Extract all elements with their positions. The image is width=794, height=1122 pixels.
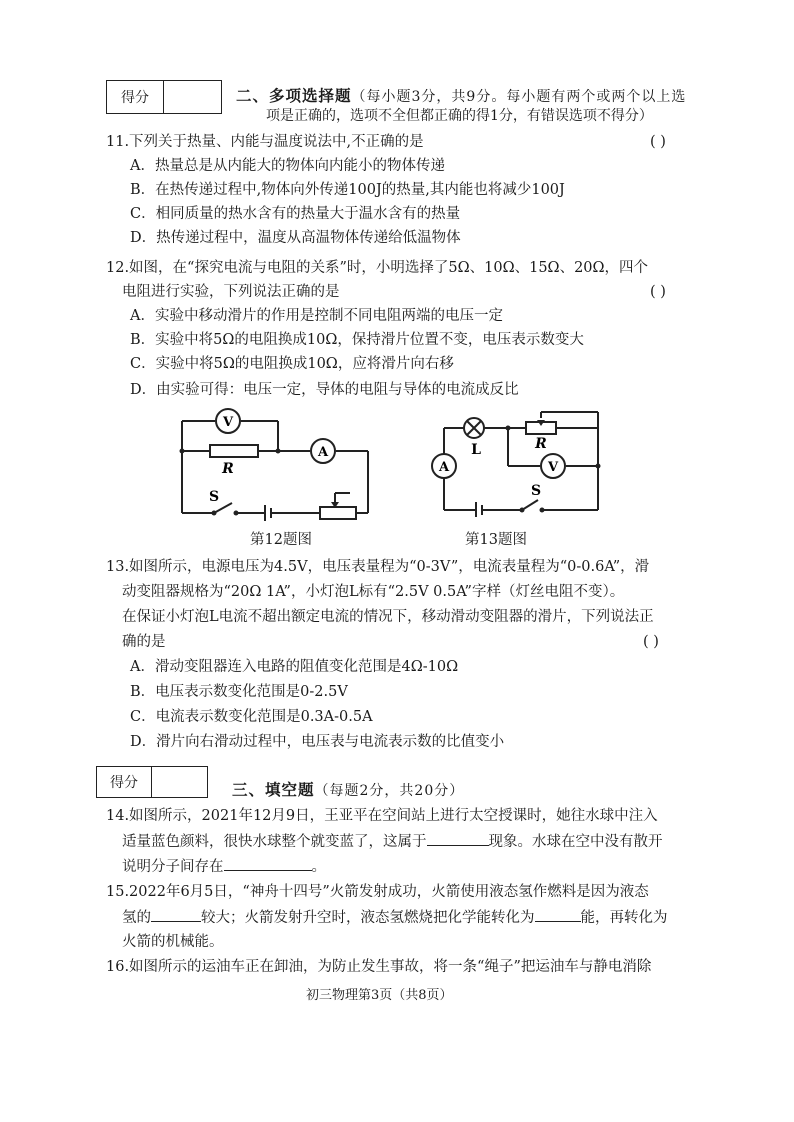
q13-stem-line1: 13.如图所示，电源电压为4.5V，电压表量程为“0-3V”，电流表量程为“0-0.6A”，滑 [106,559,650,575]
q15-line3: 火箭的机械能。 [122,934,224,950]
fig12-r-label: R [222,461,234,477]
q15-line1: 15.2022年6月5日，“神舟十四号”火箭发射成功，火箭使用液态氢作燃料是因为液态 [106,884,649,900]
score-label: 得分 [97,767,152,797]
q15-blank-2[interactable] [535,907,581,922]
fig13-a-label: A [438,460,450,475]
fig13-l-label: L [471,442,481,458]
fig12-v-label: V [222,415,234,430]
q13-option-c: C．电流表示数变化范围是0.3A-0.5A [130,709,373,725]
figure-13-caption: 第13题图 [465,532,527,548]
q13-stem-line3: 在保证小灯泡L电流不超出额定电流的情况下，移动滑动变阻器的滑片，下列说法正 [122,609,654,625]
q12-option-b: B．实验中将5Ω的电阻换成10Ω，保持滑片位置不变，电压表示数变大 [130,332,584,348]
q14-blank-1[interactable] [427,831,489,846]
q11-answer-paren[interactable]: ( ) [650,134,666,150]
q12-option-c: C．实验中将5Ω的电阻换成10Ω，应将滑片向右移 [130,356,454,372]
section3-title: 三、填空题（每题2分，共20分） [232,780,465,799]
q14-blank-2[interactable] [224,856,312,871]
q14-line2: 适量蓝色颜料，很快水球整个就变蓝了，这属于 现象。水球在空中没有散开 [122,831,663,852]
q14-line1: 14.如图所示，2021年12月9日，王亚平在空间站上进行太空授课时，她往水球中注入 [106,808,658,824]
section2-note: （每小题3分，共9分。每小题有两个或两个以上选 [351,89,687,105]
section3-note: （每题2分，共20分） [314,783,465,799]
score-box [96,766,208,798]
fig12-a-label: A [317,445,329,460]
fig13-s-label: S [530,483,542,499]
q13-option-a: A．滑动变阻器连入电路的阻值变化范围是4Ω-10Ω [130,659,459,675]
q13-option-d: D．滑片向右滑动过程中，电压表与电流表示数的比值变小 [130,734,505,750]
section2-title: 二、多项选择题（每小题3分，共9分。每小题有两个或两个以上选 [236,86,687,105]
q11-option-a: A．热量总是从内能大的物体向内能小的物体传递 [130,158,445,174]
q14-line3: 说明分子间存在 。 [122,856,326,877]
q11-stem: 11.下列关于热量、内能与温度说法中,不正确的是 [106,134,424,150]
q12-answer-paren[interactable]: ( ) [650,284,666,300]
score-blank[interactable] [164,81,221,113]
q12-option-a: A．实验中移动滑片的作用是控制不同电阻两端的电压一定 [130,308,503,324]
fig13-v-label: V [547,460,559,475]
fig12-s-label: S [208,489,220,505]
fig13-r-label: R [535,436,547,452]
figure-13-circuit [430,402,610,517]
q13-option-b: B．电压表示数变化范围是0-2.5V [130,684,348,700]
q15-line2: 氢的 较大；火箭发射升空时，液态氢燃烧把化学能转化为 能，再转化为 [122,907,668,928]
page-footer: 初三物理第3页（共8页） [306,988,453,1003]
figure-12-circuit [170,405,380,525]
figure-12-caption: 第12题图 [250,532,312,548]
q12-option-d: D．由实验可得：电压一定，导体的电阻与导体的电流成反比 [130,382,519,398]
q11-option-d: D．热传递过程中，温度从高温物体传递给低温物体 [130,230,461,246]
q15-blank-1[interactable] [151,907,201,922]
q11-option-c: C．相同质量的热水含有的热量大于温水含有的热量 [130,206,461,222]
score-blank[interactable] [152,767,207,797]
q13-stem-line4: 确的是 [122,634,166,650]
q16-line1: 16.如图所示的运油车正在卸油，为防止发生事故，将一条“绳子”把运油车与静电消除 [106,959,652,975]
section2-note-line2: 项是正确的，选项不全但都正确的得1分，有错误选项不得分） [266,108,653,124]
score-label: 得分 [107,81,164,113]
score-box [106,80,222,114]
q11-option-b: B．在热传递过程中,物体向外传递100J的热量,其内能也将减少100J [130,182,565,198]
q13-stem-line2: 动变阻器规格为“20Ω 1A”，小灯泡L标有“2.5V 0.5A”字样（灯丝电阻不变）。 [122,584,625,600]
q13-answer-paren[interactable]: ( ) [643,634,659,650]
q12-stem-line2: 电阻进行实验，下列说法正确的是 [122,284,340,300]
q12-stem-line1: 12.如图，在“探究电流与电阻的关系”时，小明选择了5Ω、10Ω、15Ω、20Ω，四个 [106,260,649,276]
